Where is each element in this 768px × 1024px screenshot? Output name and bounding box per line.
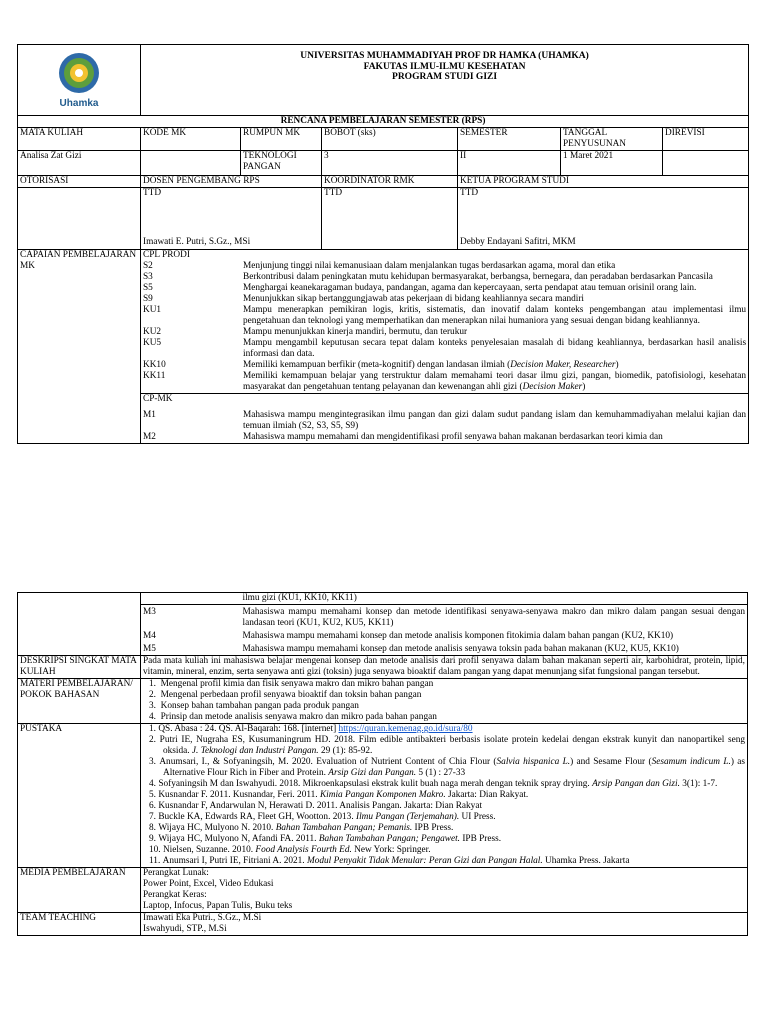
institution-heading: [141, 45, 749, 116]
list-item: 7. Buckle KA, Edwards RA, Fleet GH, Wootton. 2013. Ilmu Pangan (Terjemahan). UI Press.: [149, 812, 496, 822]
capaian-label: CAPAIAN PEMBELAJARAN MK: [18, 250, 141, 444]
list-item: 2. Putri IE, Nugraha ES, Kusumaningrum HD. 2018. Film edible antibakteri berbasis isolate protein kedelai dengan ekstrak kunyit dan nanopartikel seng oksida. J. Teknologi dan Industri Pangan. 29 (1): 85-92.: [149, 735, 746, 756]
list-item: 10. Nielsen, Suzanne. 2010. Food Analysis Fourth Ed. New York: Springer.: [149, 845, 431, 855]
list-item: M2 Mahasiswa mampu memahami dan mengidentifikasi profil senyawa bahan makanan berdasarkan teori kimia dan: [143, 432, 663, 442]
cpl-heading: CPL PRODI: [143, 250, 190, 260]
dosen-signature: [141, 188, 322, 250]
university-logo: [18, 45, 141, 116]
dosen-pengembang-label: DOSEN PENGEMBANG RPS: [141, 176, 322, 188]
list-item: M4 Mahasiswa mampu memahami konsep dan metode analisis komponen fitokimia dalam bahan pangan (KU2, KK10): [18, 629, 748, 642]
ketua-ttd: TTD: [460, 188, 479, 198]
pustaka-label: PUSTAKA: [18, 724, 141, 868]
list-item: KU5 Mampu mengambil keputusan secara tepat dalam konteks penyelesaian masalah di bidang keahliannya, berdasarkan hasil analisis informasi dan data.: [143, 338, 747, 359]
course-direvisi: [663, 151, 749, 176]
ketua-name: Debby Endayani Safitri, MKM: [460, 237, 576, 247]
rps-table-page-2: [17, 592, 748, 936]
koordinator-ttd: TTD: [324, 188, 343, 198]
capaian-content: [141, 250, 749, 444]
document-title: RENCANA PEMBELAJARAN SEMESTER (RPS): [18, 116, 749, 128]
ketua-signature: [458, 188, 749, 250]
list-item: S9 Menunjukkan sikap bertanggungjawab atas pekerjaan di bidang keahliannya secara mandiri: [143, 294, 585, 304]
col-tanggal: TANGGAL PENYUSUNAN: [561, 128, 663, 151]
list-item: 4. Sofyaningsih M dan Iswahyudi. 2018. Mikroenkapsulasi ekstrak kulit buah naga merah dengan teknik spray drying. Arsip Pangan dan Gizi. 3(1): 1-7.: [149, 779, 718, 789]
list-item: S3 Berkontribusi dalam peningkatan mutu kehidupan bermasyarakat, berbangsa, bernegara, dan peradaban berdasarkan Pancasila: [143, 272, 713, 282]
deskripsi-label: DESKRIPSI SINGKAT MATA KULIAH: [18, 656, 141, 679]
list-item: 3. Anumsari, I., & Sofyaningsih, M. 2020. Evaluation of Nutrient Content of Chia Flour (Salvia hispanica L.) and Sesame Flour (Sesamum indicum L.) as Alternative Flour Rich in Fiber and Protein. Arsip Gizi dan Pangan. 5 (1) : 27-33: [149, 757, 745, 778]
dosen-ttd: TTD: [143, 188, 162, 198]
col-rumpun-mk: RUMPUN MK: [241, 128, 322, 151]
faculty-name: FAKUTAS ILMU-ILMU KESEHATAN: [363, 61, 526, 72]
col-mata-kuliah: MATA KULIAH: [18, 128, 141, 151]
list-item: KK11 Memiliki kemampuan belajar yang terstruktur dalam memahami teori dasar ilmu gizi, pangan, biomedik, patofisiologi, kesehatan masyarakat dan pengetahuan tentang pelayanan dan kewenangan ahli gizi (Decision Maker): [143, 371, 747, 392]
program-name: PROGRAM STUDI GIZI: [392, 72, 498, 82]
university-name: UNIVERSITAS MUHAMMADIYAH PROF DR HAMKA (UHAMKA): [300, 51, 589, 61]
course-semester: II: [458, 151, 561, 176]
course-bobot: 3: [322, 151, 458, 176]
otorisasi-blank: [18, 188, 141, 250]
list-item: KU1 Mampu menerapkan pemikiran logis, kritis, sistematis, dan inovatif dalam konteks pengembangan atau implementasi ilmu pengetahuan dan teknologi yang memperhatikan dan menerapkan nilai humaniora yang sesuai dengan bidang keahliannya.: [143, 305, 747, 326]
materi-label: MATERI PEMBELAJARAN/ POKOK BAHASAN: [18, 679, 141, 724]
materi-list: [141, 679, 748, 724]
cpl-list: [141, 250, 748, 443]
list-item: 2. Mengenal perbedaan profil senyawa bioaktif dan toksin bahan pangan: [149, 690, 422, 700]
koordinator-label: KOORDINATOR RMK: [322, 176, 458, 188]
list-item: S5 Menghargai keanekaragaman budaya, pandangan, agama dan kepercayaan, serta pendapat atau temuan orisinil orang lain.: [143, 283, 697, 293]
list-item: S2 Menjunjung tinggi nilai kemanusiaan dalam menjalankan tugas berdasarkan agama, moral dan etika: [143, 261, 616, 271]
list-item: 1. Mengenal profil kimia dan fisik senyawa makro dan mikro bahan pangan: [149, 679, 434, 689]
team-label: TEAM TEACHING: [18, 913, 141, 936]
team-content: Imawati Eka Putri., S.Gz., M.Si Iswahyudi, STP., M.Si: [141, 913, 748, 936]
list-item: 6. Kusnandar F, Andarwulan N, Herawati D. 2011. Analisis Pangan. Jakarta: Dian Rakyat: [149, 801, 483, 811]
cpmk-heading: CP-MK: [141, 394, 748, 406]
col-bobot: BOBOT (sks): [322, 128, 458, 151]
otorisasi-label: OTORISASI: [18, 176, 141, 188]
list-item: KU2 Mampu menunjukkan kinerja mandiri, bermutu, dan terukur: [143, 327, 468, 337]
list-item: 1. QS. Abasa : 24. QS. Al-Baqarah: 168. [internet] https://quran.kemenag.go.id/sura/80: [149, 724, 473, 734]
list-item: KK10 Memiliki kemampuan berfikir (meta-kognitif) dengan landasan ilmiah (Decision Maker, Researcher): [143, 360, 619, 370]
capaian-continued: [18, 593, 141, 656]
course-code: [141, 151, 241, 176]
col-direvisi: DIREVISI: [663, 128, 749, 151]
list-item: 11. Anumsari I, Putri IE, Fitriani A. 2021. Modul Penyakit Tidak Menular: Peran Gizi dan Pangan Halal. Uhamka Press. Jakarta: [149, 856, 630, 866]
course-name: Analisa Zat Gizi: [18, 151, 141, 176]
course-tanggal: 1 Maret 2021: [561, 151, 663, 176]
uhamka-seal-icon: [57, 51, 101, 95]
col-semester: SEMESTER: [458, 128, 561, 151]
col-kode-mk: KODE MK: [141, 128, 241, 151]
rps-page-2: [0, 590, 768, 1024]
list-item: M5 Mahasiswa mampu memahami konsep dan metode analisis senyawa toksin pada bahan makanan (KU2, KU5, KK10): [18, 642, 748, 655]
list-item: 9. Wijaya HC, Mulyono N, Afandi FA. 2011. Bahan Tambahan Pangan; Pengawet. IPB Press.: [149, 834, 502, 844]
ketua-prodi-label: KETUA PROGRAM STUDI: [458, 176, 749, 188]
course-rumpun: TEKNOLOGI PANGAN: [241, 151, 322, 176]
list-item: 8. Wijaya HC, Mulyono N. 2010. Bahan Tambahan Pangan; Pemanis. IPB Press.: [149, 823, 454, 833]
pustaka-list: [141, 724, 748, 868]
list-item: 4. Prinsip dan metode analisis senyawa makro dan mikro pada bahan pangan: [149, 712, 437, 722]
media-content: Perangkat Lunak: Power Point, Excel, Video Edukasi Perangkat Keras: Laptop, Infocus, Papan Tulis, Buku teks: [141, 868, 748, 913]
list-item: ilmu gizi (KU1, KK10, KK11): [18, 593, 748, 605]
quran-link[interactable]: https://quran.kemenag.go.id/sura/80: [338, 724, 473, 734]
dosen-name: Imawati E. Putri, S.Gz., MSi: [143, 237, 251, 247]
rps-table-page-1: [17, 44, 749, 444]
list-item: 5. Kusnandar F. 2011. Kusnandar, Feri. 2011. Kimia Pangan Komponen Makro. Jakarta: Dian Rakyat.: [149, 790, 529, 800]
logo-text: Uhamka: [59, 97, 99, 109]
list-item: M1 Mahasiswa mampu mengintegrasikan ilmu pangan dan gizi dalam sudut pandang islam dan kemuhammadiyahan melalui kajian dan temuan ilmiah (S2, S3, S5, S9): [143, 410, 747, 431]
koordinator-signature: [322, 188, 458, 250]
list-item: M3 Mahasiswa mampu memahami konsep dan metode identifikasi senyawa-senyawa makro dan mikro dalam pangan sesuai dengan landasan teori (KU1, KU2, KU5, KK11): [18, 605, 748, 630]
list-item: 3. Konsep bahan tambahan pangan pada produk pangan: [149, 701, 359, 711]
media-label: MEDIA PEMBELAJARAN: [18, 868, 141, 913]
deskripsi-text: Pada mata kuliah ini mahasiswa belajar mengenai konsep dan metode analisis dari profil senyawa dalam bahan makanan seperti air, karbohidrat, protein, lipid, vitamin, mineral, enzim, serta senyawa anti gizi (toksin) juga senyawa bioaktif dalam pangan yang dapat menunjang sifat fungsional pangan tersebut.: [141, 656, 748, 679]
